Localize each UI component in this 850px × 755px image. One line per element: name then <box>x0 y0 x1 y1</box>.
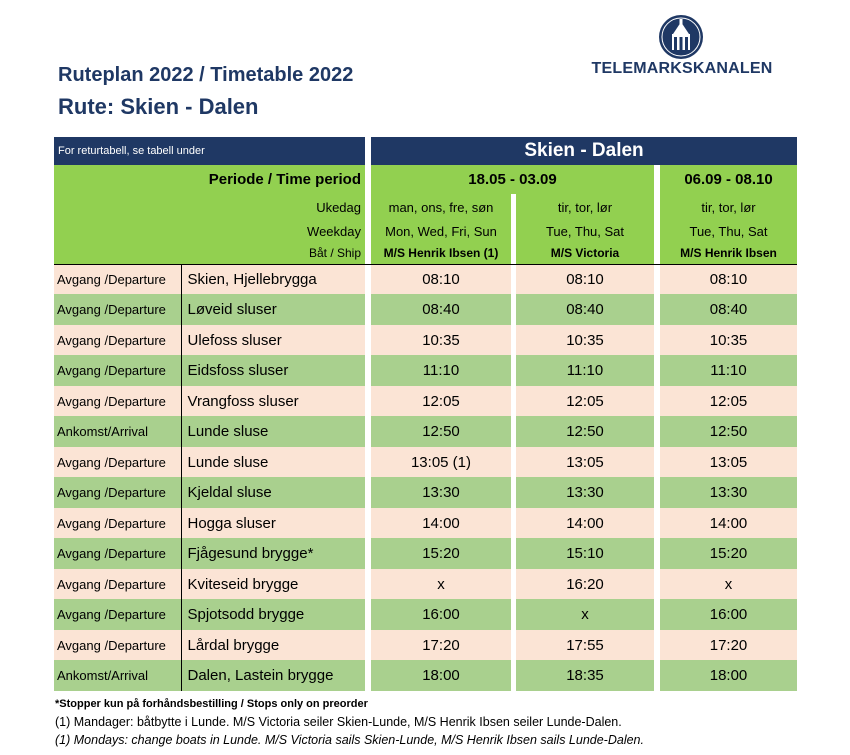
ship-col2: M/S Victoria <box>516 242 654 264</box>
table-row <box>54 508 797 538</box>
row-time-col2: 12:05 <box>516 386 654 416</box>
row-stop: Kjeldal sluse <box>181 477 365 508</box>
weekday-en-label: Weekday <box>54 221 365 242</box>
row-time-col3: 17:20 <box>660 630 797 660</box>
table-row <box>54 416 797 447</box>
row-stop: Lunde sluse <box>181 416 365 447</box>
row-time-col3: 14:00 <box>660 508 797 538</box>
logo-wordmark: TELEMARKSKANALEN <box>591 60 773 77</box>
row-time-col2: 11:10 <box>516 355 654 386</box>
return-table-note: For returtabell, se tabell under <box>54 137 365 165</box>
row-time-col2: x <box>516 599 654 630</box>
row-time-col2: 16:20 <box>516 569 654 599</box>
row-time-col2: 08:10 <box>516 264 654 294</box>
row-time-col3: 13:05 <box>660 447 797 477</box>
weekday-en-col3: Tue, Thu, Sat <box>660 221 797 242</box>
row-type: Avgang /Departure <box>54 477 181 508</box>
row-time-col1: 17:20 <box>371 630 511 660</box>
row-time-col1: 08:40 <box>371 294 511 325</box>
row-time-col3: 12:50 <box>660 416 797 447</box>
row-time-col1: 12:05 <box>371 386 511 416</box>
weekday-en-col2: Tue, Thu, Sat <box>516 221 654 242</box>
row-time-col3: 13:30 <box>660 477 797 508</box>
row-type: Ankomst/Arrival <box>54 660 181 691</box>
row-type: Avgang /Departure <box>54 630 181 660</box>
row-type: Avgang /Departure <box>54 538 181 569</box>
ship-col3: M/S Henrik Ibsen <box>660 242 797 264</box>
period-1: 18.05 - 03.09 <box>371 165 654 194</box>
table-row <box>54 447 797 477</box>
row-time-col3: 08:40 <box>660 294 797 325</box>
row-stop: Kviteseid brygge <box>181 569 365 599</box>
weekday-no-label: Ukedag <box>54 194 365 221</box>
row-type: Avgang /Departure <box>54 294 181 325</box>
row-time-col2: 08:40 <box>516 294 654 325</box>
telemarkskanalen-logo <box>584 14 780 80</box>
row-time-col3: 10:35 <box>660 325 797 355</box>
period-2: 06.09 - 08.10 <box>660 165 797 194</box>
row-time-col2: 10:35 <box>516 325 654 355</box>
row-time-col1: 15:20 <box>371 538 511 569</box>
row-time-col2: 14:00 <box>516 508 654 538</box>
table-row <box>54 386 797 416</box>
row-time-col1: 16:00 <box>371 599 511 630</box>
row-time-col1: 11:10 <box>371 355 511 386</box>
weekday-en-col1: Mon, Wed, Fri, Sun <box>371 221 511 242</box>
route-title: Rute: Skien - Dalen <box>58 94 259 119</box>
row-type: Avgang /Departure <box>54 447 181 477</box>
row-type: Avgang /Departure <box>54 386 181 416</box>
lock-gate-emblem-icon <box>658 14 704 60</box>
row-type: Ankomst/Arrival <box>54 416 181 447</box>
footnote-preorder: *Stopper kun på forhåndsbestilling / Stops only on preorder <box>55 698 368 710</box>
row-stop: Løveid sluser <box>181 294 365 325</box>
row-time-col2: 12:50 <box>516 416 654 447</box>
row-time-col2: 13:30 <box>516 477 654 508</box>
row-type: Avgang /Departure <box>54 325 181 355</box>
route-header: Skien - Dalen <box>371 137 797 165</box>
table-row <box>54 569 797 599</box>
row-stop: Eidsfoss sluser <box>181 355 365 386</box>
row-time-col2: 17:55 <box>516 630 654 660</box>
row-time-col3: 16:00 <box>660 599 797 630</box>
row-time-col2: 18:35 <box>516 660 654 691</box>
row-time-col3: x <box>660 569 797 599</box>
page-title: Ruteplan 2022 / Timetable 2022 <box>58 64 354 86</box>
row-time-col1: x <box>371 569 511 599</box>
row-stop: Lunde sluse <box>181 447 365 477</box>
row-type: Avgang /Departure <box>54 599 181 630</box>
footnote-monday-no: (1) Mandager: båtbytte i Lunde. M/S Victoria seiler Skien-Lunde, M/S Henrik Ibsen seiler Lunde-Dalen. <box>55 715 622 729</box>
ship-col1: M/S Henrik Ibsen (1) <box>371 242 511 264</box>
row-time-col3: 18:00 <box>660 660 797 691</box>
table-row <box>54 325 797 355</box>
table-row <box>54 630 797 660</box>
row-time-col2: 13:05 <box>516 447 654 477</box>
table-row <box>54 264 797 294</box>
ship-label: Båt / Ship <box>54 242 365 264</box>
row-stop: Vrangfoss sluser <box>181 386 365 416</box>
row-time-col3: 11:10 <box>660 355 797 386</box>
row-stop: Spjotsodd brygge <box>181 599 365 630</box>
row-stop: Skien, Hjellebrygga <box>181 264 365 294</box>
row-stop: Hogga sluser <box>181 508 365 538</box>
period-label: Periode / Time period <box>54 165 365 194</box>
footnote-monday-en: (1) Mondays: change boats in Lunde. M/S Victoria sails Skien-Lunde, M/S Henrik Ibsen sails Lunde-Dalen. <box>55 733 644 747</box>
row-stop: Fjågesund brygge* <box>181 538 365 569</box>
row-time-col1: 13:30 <box>371 477 511 508</box>
row-time-col1: 13:05 (1) <box>371 447 511 477</box>
weekday-no-col1: man, ons, fre, søn <box>371 194 511 221</box>
table-row <box>54 477 797 508</box>
row-type: Avgang /Departure <box>54 569 181 599</box>
table-row <box>54 660 797 691</box>
row-time-col1: 08:10 <box>371 264 511 294</box>
row-stop: Ulefoss sluser <box>181 325 365 355</box>
timetable <box>54 137 797 691</box>
row-stop: Lårdal brygge <box>181 630 365 660</box>
row-stop: Dalen, Lastein brygge <box>181 660 365 691</box>
row-time-col1: 12:50 <box>371 416 511 447</box>
table-row <box>54 538 797 569</box>
table-row <box>54 355 797 386</box>
row-time-col1: 18:00 <box>371 660 511 691</box>
weekday-no-col2: tir, tor, lør <box>516 194 654 221</box>
row-time-col1: 14:00 <box>371 508 511 538</box>
row-time-col3: 12:05 <box>660 386 797 416</box>
table-row <box>54 294 797 325</box>
row-time-col3: 15:20 <box>660 538 797 569</box>
row-type: Avgang /Departure <box>54 264 181 294</box>
row-time-col2: 15:10 <box>516 538 654 569</box>
row-time-col3: 08:10 <box>660 264 797 294</box>
row-time-col1: 10:35 <box>371 325 511 355</box>
row-type: Avgang /Departure <box>54 355 181 386</box>
weekday-no-col3: tir, tor, lør <box>660 194 797 221</box>
table-row <box>54 599 797 630</box>
row-type: Avgang /Departure <box>54 508 181 538</box>
